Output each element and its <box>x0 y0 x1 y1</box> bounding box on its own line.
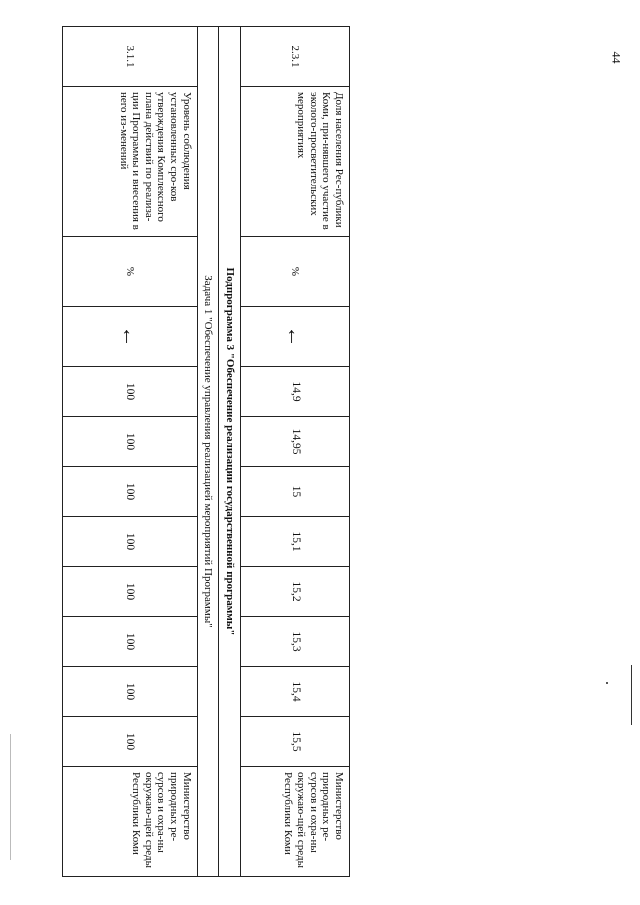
task-row <box>197 27 219 877</box>
margin-mark <box>631 665 632 725</box>
unit-cell: % <box>63 237 198 307</box>
table-row <box>241 27 350 877</box>
value-cell: 15,4 <box>241 667 350 717</box>
unit-cell: % <box>241 237 350 307</box>
scan-edge-line <box>10 734 11 860</box>
subprogram-title: Подпрограмма 3 "Обеспечение реализации государственной программы" <box>219 27 241 877</box>
value-cell: 15,2 <box>241 567 350 617</box>
value-cell: 15 <box>241 467 350 517</box>
indicators-table <box>62 26 350 877</box>
table-row <box>63 27 198 877</box>
responsible-cell: Министерство природных ре-сурсов и охра-ны окружаю-щей среды Республики Коми <box>241 767 350 877</box>
table-area <box>62 26 350 876</box>
trend-arrow-icon: ← <box>63 307 198 367</box>
value-cell: 100 <box>63 467 198 517</box>
value-cell: 15,1 <box>241 517 350 567</box>
value-cell: 15,3 <box>241 617 350 667</box>
indicator-name: Уровень соблюдения установленных сро-ков утверждения Комплексного плана действий по реализа-ции Программы и внесения в него из-менений <box>63 87 198 237</box>
rotated-table-wrapper <box>62 26 350 876</box>
value-cell: 100 <box>63 667 198 717</box>
margin-dot <box>606 682 608 684</box>
subprogram-row <box>219 27 241 877</box>
value-cell: 100 <box>63 367 198 417</box>
value-cell: 14,95 <box>241 417 350 467</box>
row-code: 3.1.1 <box>63 27 198 87</box>
value-cell: 100 <box>63 617 198 667</box>
value-cell: 100 <box>63 717 198 767</box>
responsible-cell: Министерство природных ре-сурсов и охра-ны окружаю-щей среды Республики Коми <box>63 767 198 877</box>
value-cell: 15,5 <box>241 717 350 767</box>
indicator-name: Доля населения Рес-публики Коми, при-нявшего участие в эколого-просветительских мероприятиях <box>241 87 350 237</box>
trend-arrow-icon: ← <box>241 307 350 367</box>
value-cell: 100 <box>63 417 198 467</box>
page-number: 44 <box>609 51 624 64</box>
value-cell: 100 <box>63 567 198 617</box>
row-code: 2.3.1 <box>241 27 350 87</box>
value-cell: 100 <box>63 517 198 567</box>
task-title: Задача 1 "Обеспечение управления реализацией мероприятий Программы" <box>197 27 219 877</box>
value-cell: 14,9 <box>241 367 350 417</box>
